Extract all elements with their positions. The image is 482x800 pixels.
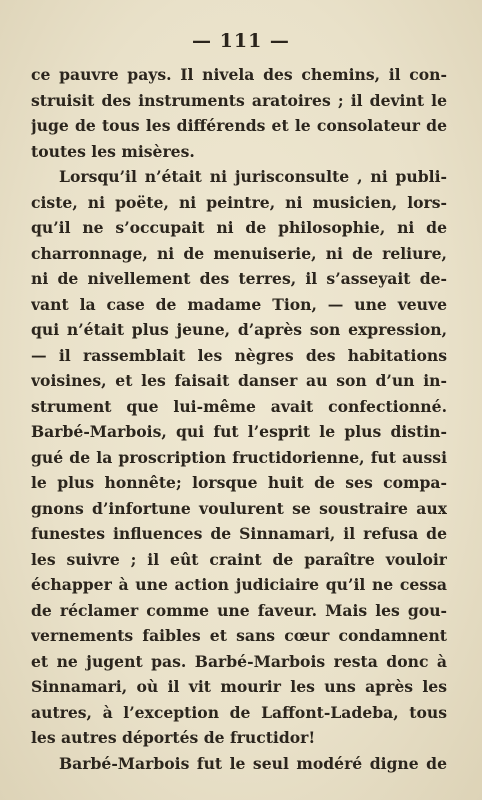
text-line: de réclamer comme une faveur. Mais les gou- [31, 600, 447, 620]
text-line: qui n’était plus jeune, d’après son expression, [31, 320, 447, 339]
text-line: ciste, ni poëte, ni peintre, ni musicien, lors- [31, 192, 447, 212]
text-line: le plus honnête; lorsque huit de ses compa- [31, 473, 447, 492]
text-line: échapper à une action judiciaire qu’il ne cessa [31, 575, 447, 594]
text-line: toutes les misères. [31, 141, 195, 161]
text-line: qu’il ne s’occupait ni de philosophie, ni de [31, 218, 447, 237]
text-line: juge de tous les différends et le consolateur de [31, 116, 447, 135]
text-line: ce pauvre pays. Il nivela des chemins, il con- [31, 65, 447, 84]
text-line: charronnage, ni de menuiserie, ni de reliure, [31, 243, 447, 263]
text-line: voisines, et les faisait danser au son d’un in- [31, 371, 447, 390]
text-line: strument que lui-même avait confectionné. [31, 396, 447, 416]
text-line: funestes influences de Sinnamari, il refusa de [31, 524, 447, 543]
text-line: Barbé-Marbois fut le seul modéré digne de [59, 753, 447, 773]
body-text [31, 62, 447, 776]
text-line: autres, à l’exception de Laffont-Ladeba, tous [31, 702, 447, 722]
text-line: vernements faibles et sans cœur condamnent [31, 626, 447, 645]
text-line: gnons d’infortune voulurent se soustraire aux [31, 498, 447, 518]
page-number: — 111 — [192, 30, 290, 52]
text-line: struisit des instruments aratoires ; il devint le [31, 90, 447, 110]
text-line: vant la case de madame Tion, — une veuve [31, 294, 447, 314]
text-line: les suivre ; il eût craint de paraître vouloir [31, 549, 447, 569]
text-line: — il rassemblait les nègres des habitations [31, 345, 447, 365]
text-line: Barbé-Marbois, qui fut l’esprit le plus distin- [31, 422, 447, 441]
text-line: Sinnamari, où il vit mourir les uns après les [31, 677, 447, 696]
text-line: et ne jugent pas. Barbé-Marbois resta donc à [31, 651, 447, 671]
text-line: les autres déportés de fructidor! [31, 728, 316, 747]
text-line: gué de la proscription fructidorienne, fut aussi [31, 447, 447, 467]
text-line: ni de nivellement des terres, il s’asseyait de- [31, 269, 447, 288]
text-line: Lorsqu’il n’était ni jurisconsulte , ni publi- [59, 167, 447, 186]
